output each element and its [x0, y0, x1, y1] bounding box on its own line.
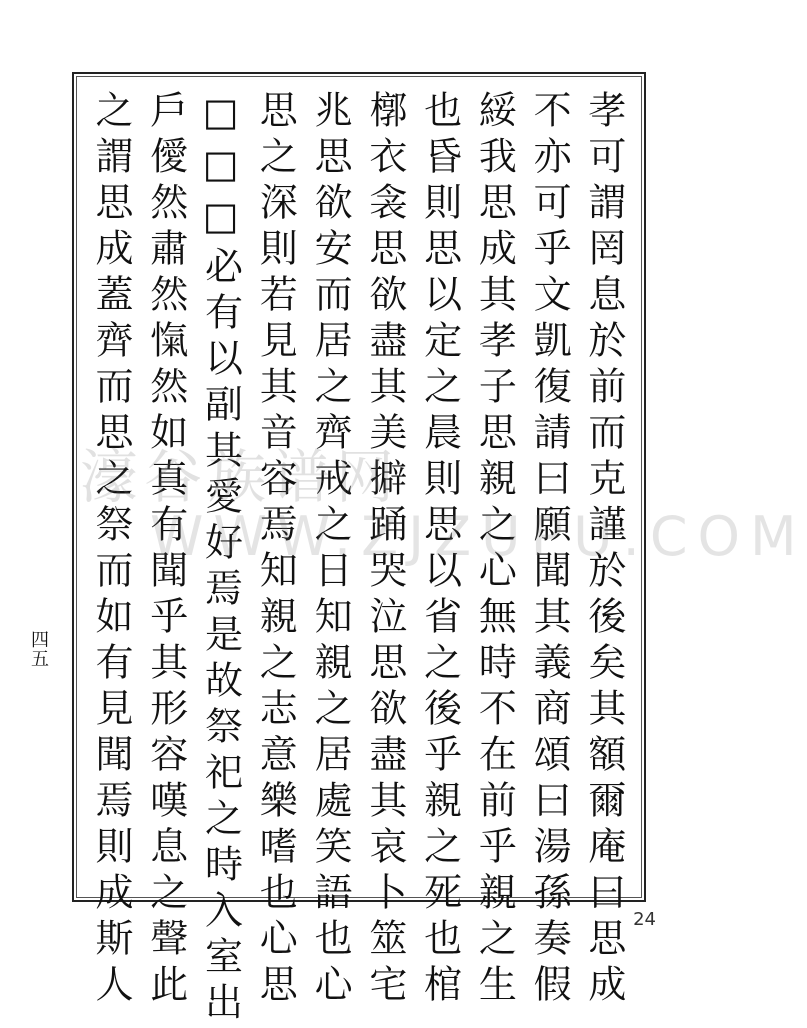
watermark-url: WWW.ZJZUPU.COM [150, 505, 807, 568]
text-column-3: 綏我思成其孝子思親之心無時不在前乎親之生 [472, 90, 517, 1010]
text-column-5: 槨衣衾思欲盡其美擗踊哭泣思欲盡其哀卜筮宅 [362, 90, 407, 1010]
text-column-6: 兆思欲安而居之齊戒之日知親之居處笑語也心 [308, 90, 353, 1010]
text-column-7: 思之深則若見其音容焉知親之志意樂嗜也心思 [253, 90, 298, 1010]
watermark-text: 濠谷族谱网 [80, 443, 401, 511]
text-column-1: 孝可謂罔息於前而克謹於後矣其額爾庵曰思成 [581, 90, 626, 1010]
text-column-4: 也昏則思以定之晨則思以省之後乎親之死也棺 [417, 90, 462, 1010]
text-column-9: 戶僾然肅然愾然如真有聞乎其形容嘆息之聲此 [143, 90, 188, 1010]
text-column-2: 不亦可乎文凱復請曰願聞其義商頌曰湯孫奏假 [527, 90, 572, 1010]
folio-number: 24 [633, 909, 656, 930]
page-number: 四五 [28, 630, 49, 668]
text-column-10: 之謂思成蓋齊而思之祭而如有見聞焉則成斯人 [89, 90, 133, 1010]
text-column-8: □□□必有以副其愛好焉是故祭祀之時入室出 [198, 90, 243, 1028]
